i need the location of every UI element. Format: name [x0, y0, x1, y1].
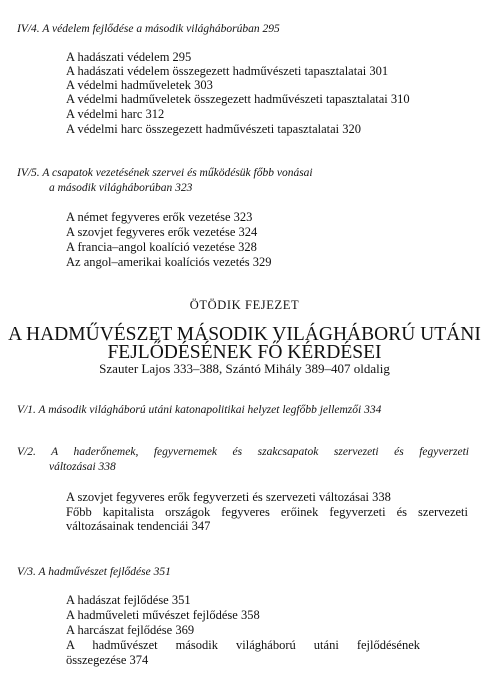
chapter-label: ÖTÖDIK FEJEZET [189, 298, 300, 312]
toc-entry: A védelmi hadműveletek 303 [66, 78, 213, 92]
section-heading-iv4: IV/4. A védelem fejlődése a második világháborúban 295 [17, 23, 280, 35]
section-heading-iv5: IV/5. A csapatok vezetésének szervei és működésük főbb vonásai [17, 167, 313, 179]
section-heading-iv5-cont: a második világháborúban 323 [49, 182, 193, 194]
toc-entry: A védelmi hadműveletek összegezett hadművészeti tapasztalatai 310 [66, 92, 410, 106]
toc-entry: A hadászat fejlődése 351 [66, 593, 191, 607]
toc-entry: A hadászati védelem 295 [66, 50, 192, 64]
toc-entry: A hadműveleti művészet fejlődése 358 [66, 608, 260, 622]
section-heading-v2: V/2. A haderőnemek, fegyvernemek és szakcsapatok szervezeti és fegyverzeti [17, 446, 469, 458]
section-heading-v3: V/3. A hadművészet fejlődése 351 [17, 566, 171, 578]
chapter-authors: Szauter Lajos 333–388, Szántó Mihály 389–407 oldalig [99, 361, 390, 376]
toc-entry-cont: összegezése 374 [66, 653, 149, 667]
toc-entry: A francia–angol koalíció vezetése 328 [66, 240, 257, 254]
toc-entry: A hadászati védelem összegezett hadművészeti tapasztalatai 301 [66, 64, 389, 78]
toc-entry: A szovjet fegyveres erők fegyverzeti és szervezeti változásai 338 [66, 490, 391, 504]
toc-entry: A védelmi harc 312 [66, 107, 165, 121]
toc-entry: Az angol–amerikai koalíciós vezetés 329 [66, 255, 272, 269]
chapter-title-cont: FEJLŐDÉSÉNEK FŐ KÉRDÉSEI [107, 342, 382, 363]
section-heading-v2-cont: változásai 338 [49, 461, 116, 473]
section-heading-v1: V/1. A második világháború utáni katonapolitikai helyzet legfőbb jellemzői 334 [17, 404, 382, 416]
toc-entry: A hadművészet második világháború utáni fejlődésének [66, 638, 420, 652]
toc-entry: A szovjet fegyveres erők vezetése 324 [66, 225, 258, 239]
toc-entry: A harcászat fejlődése 369 [66, 623, 195, 637]
toc-entry: A német fegyveres erők vezetése 323 [66, 210, 253, 224]
toc-entry: A védelmi harc összegezett hadművészeti tapasztalatai 320 [66, 122, 362, 136]
toc-entry-cont: változásainak tendenciái 347 [66, 519, 211, 533]
chapter-title: A HADMŰVÉSZET MÁSODIK VILÁGHÁBORÚ UTÁNI [8, 324, 481, 345]
toc-entry: Főbb kapitalista országok fegyveres erőinek fegyverzeti és szervezeti [66, 505, 468, 519]
